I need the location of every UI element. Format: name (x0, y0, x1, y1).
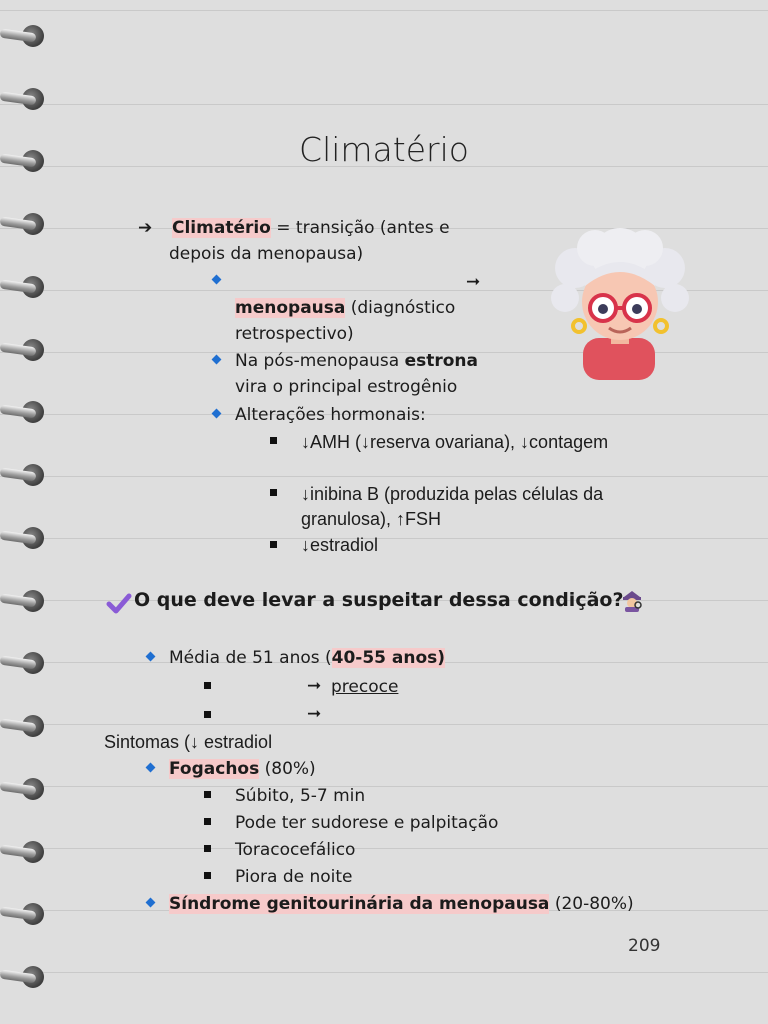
alteracoes-heading: Alterações hormonais: (235, 405, 426, 425)
menopausa-line: menopausa (diagnóstico (235, 298, 456, 318)
inibina-line: ↓inibina B (produzida pelas células da (301, 484, 604, 504)
intro-line-1: Climatério = transição (antes e (172, 218, 450, 238)
diamond-bullet (146, 763, 156, 773)
diamond-bullet (212, 409, 222, 419)
estrona-line-2: vira o principal estrogênio (235, 377, 458, 397)
fogachos-item: Toracocefálico (235, 840, 356, 860)
fogachos-item: Piora de noite (235, 867, 353, 887)
fogachos-item: Súbito, 5-7 min (235, 786, 366, 806)
square-bullet (204, 711, 211, 718)
diamond-bullet (212, 275, 222, 285)
page-title: Climatério (299, 130, 469, 169)
fogachos-line: Fogachos (80%) (169, 759, 316, 779)
binding-ring (0, 210, 50, 238)
binding-ring (0, 587, 50, 615)
square-bullet (204, 818, 211, 825)
binding-ring (0, 22, 50, 50)
precoce-text: precoce (331, 677, 399, 697)
square-bullet (270, 437, 277, 444)
amh-line: ↓AMH (↓reserva ovariana), ↓contagem (301, 432, 609, 452)
binding-ring (0, 524, 50, 552)
square-bullet (204, 791, 211, 798)
square-bullet (270, 541, 277, 548)
binding-ring (0, 775, 50, 803)
binding-ring (0, 838, 50, 866)
square-bullet (204, 872, 211, 879)
diamond-bullet (212, 355, 222, 365)
square-bullet (204, 845, 211, 852)
menopausa-line-2: retrospectivo) (235, 324, 354, 344)
grandmother-illustration (545, 228, 695, 380)
estrona-line: Na pós-menopausa estrona (235, 351, 478, 371)
age-line: Média de 51 anos (40-55 anos) (169, 648, 446, 668)
sgm-line: Síndrome genitourinária da menopausa (20-80%) (169, 894, 634, 914)
inibina-line-2: granulosa), ↑FSH (301, 509, 442, 529)
binding-ring (0, 273, 50, 301)
estradiol-line: ↓estradiol (301, 535, 379, 555)
binding-ring (0, 900, 50, 928)
symptoms-heading: Sintomas (↓ estradiol (104, 732, 273, 752)
right-arrow-icon: ➞ (466, 272, 481, 292)
square-bullet (204, 682, 211, 689)
binding-ring (0, 398, 50, 426)
binding-ring (0, 963, 50, 991)
question-heading: O que deve levar a suspeitar dessa condição? (134, 589, 624, 611)
binding-ring (0, 85, 50, 113)
page-number: 209 (628, 936, 661, 956)
square-bullet (270, 489, 277, 496)
diamond-bullet (146, 898, 156, 908)
right-arrow-icon: ➞ (307, 676, 322, 696)
binding-ring (0, 712, 50, 740)
fogachos-item: Pode ter sudorese e palpitação (235, 813, 499, 833)
intro-line-2: depois da menopausa) (169, 244, 364, 264)
binding-ring (0, 649, 50, 677)
detective-icon (620, 588, 644, 612)
climaterio-term: Climatério (172, 218, 271, 238)
binding-ring (0, 461, 50, 489)
intro-arrow: ➔ (138, 218, 153, 238)
check-icon (106, 590, 132, 616)
right-arrow-icon: ➞ (307, 704, 322, 724)
diamond-bullet (146, 652, 156, 662)
binding-ring (0, 336, 50, 364)
